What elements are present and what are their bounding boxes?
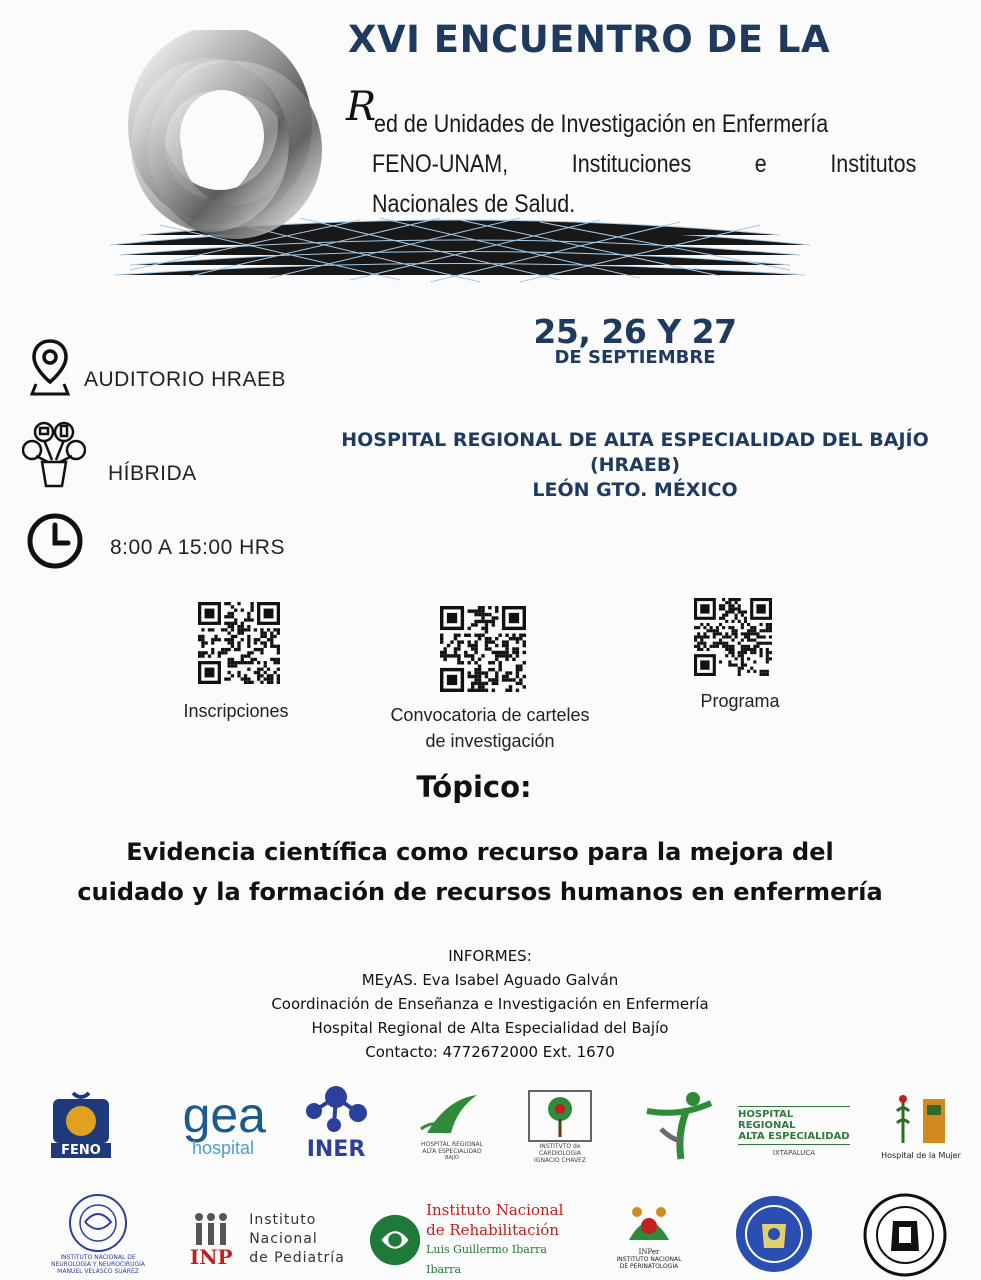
informes-heading: INFORMES: [448,947,532,965]
hospital-infantil-logo [862,1192,948,1278]
subtitle-line-2 [372,150,916,179]
clock-icon [26,512,84,570]
hospital-mujer-text: Hospital de la Mujer [881,1150,961,1160]
informes-block [150,944,830,1064]
event-month: DE SEPTIEMBRE [554,347,716,368]
hospital-infantil-seal-icon [863,1193,947,1277]
qr-code-programa[interactable] [694,598,772,676]
hraeb-line-1: HOSPITAL REGIONAL [420,1141,484,1148]
subtitle-word: e [754,150,767,178]
qr-code-convocatoria[interactable] [440,606,526,692]
inp-line-3: de Pediatría [249,1249,345,1266]
inper-line-1: INPer [638,1248,660,1256]
topic-line-1: Evidencia científica como recurso para la mejora del [126,838,834,866]
informes-contact: Contacto: 4772672000 Ext. 1670 [365,1043,615,1061]
hospital-seal-blue-icon [734,1194,814,1274]
subtitle-word: Instituciones [571,150,692,178]
neurologia-line-2: NEUROLOGÍA Y NEUROCIRUGÍA [50,1260,146,1268]
neurologia-logo [38,1188,158,1278]
hospital-mujer-logo [876,1084,966,1166]
qr-label-convocatoria-line-2: de investigación [425,731,555,751]
inper-logo [608,1194,690,1276]
topic-text [30,832,930,912]
rehabilitacion-emblem-icon [368,1212,422,1268]
rehabilitacion-line-3: Luis Guillermo Ibarra Ibarra [426,1243,547,1276]
cardiologia-line-1: INSTITVTO de CARDIOLOGIA [539,1142,581,1157]
hybrid-devices-icon [22,420,86,488]
ixtapaluca-line-2: ALTA ESPECIALIDAD [738,1131,849,1145]
qr-label-convocatoria-line-1: Convocatoria de carteles [390,705,590,725]
inper-emblem-icon [619,1200,679,1248]
hraeb-line-3: BAJÍO [445,1155,459,1161]
hours-label: 8:00 A 15:00 HRS [110,536,285,559]
inp-line-1: Instituto [249,1211,317,1228]
subtitle-line-3: Nacionales de Salud. [372,190,576,218]
inp-mark: INP [189,1245,233,1269]
event-dates [520,312,750,368]
venue-line-2: (HRAEB) [589,454,681,476]
mode-label: HÍBRIDA [108,462,197,485]
informes-name: MEyAS. Eva Isabel Aguado Galván [361,971,619,989]
qr-label-inscripciones: Inscripciones [183,701,289,721]
iner-molecule-icon [298,1083,374,1137]
gea-text: gea [182,1086,266,1143]
hraeb-line-2: ALTA ESPECIALIDAD [422,1148,482,1155]
informes-dept: Coordinación de Enseñanza e Investigación en Enfermería [271,995,709,1013]
neurologia-line-3: MANUEL VELASCO SUÁREZ [57,1267,139,1275]
inp-logo [182,1208,352,1270]
subtitle-word: FENO-UNAM, [372,150,509,178]
qr-label-programa: Programa [700,691,780,711]
person-leaf-icon [641,1089,721,1163]
event-days: 25, 26 Y 27 [533,312,737,351]
rehabilitacion-logo [368,1201,580,1276]
venue-line-3: LEÓN GTO. MÉXICO [532,479,738,501]
inp-line-2: Nacional [249,1230,318,1247]
ixtapaluca-line-3: IXTAPALUCA [772,1148,816,1157]
venue-line-1: HOSPITAL REGIONAL DE ALTA ESPECIALIDAD DEL BAJÍO [341,429,929,451]
mujer-emblem-icon [889,1091,953,1151]
ixtapaluca-logo [738,1106,850,1156]
cardiologia-line-2: IGNACIO CHAVEZ [534,1156,586,1164]
neurologia-line-1: INSTITUTO NACIONAL DE [60,1253,136,1261]
event-title: XVI ENCUENTRO DE LA [348,18,831,61]
inper-line-2: INSTITUTO NACIONAL [616,1256,682,1263]
qr-label-convocatoria [360,702,620,754]
cardiologia-logo [520,1082,600,1168]
location-label: AUDITORIO HRAEB [84,368,286,391]
subtitle-line-1: ed de Unidades de Investigación en Enfermería [374,110,829,138]
iner-text: INER [306,1136,366,1162]
feno-text: FENO [51,1143,111,1158]
feno-emblem-icon [51,1091,111,1143]
subtitle-word: Institutos [830,150,917,178]
inper-line-3: DE PERINATOLOGÍA [619,1263,679,1270]
topic-heading: Tópico: [416,770,532,804]
feno-logo [50,1088,112,1160]
rehabilitacion-line-2: de Rehabilitación [426,1221,559,1239]
informes-hospital: Hospital Regional de Alta Especialidad del Bajío [311,1019,669,1037]
venue-block [300,428,970,503]
neurologia-seal-icon [63,1192,133,1254]
ixtapaluca-figure-logo [640,1088,722,1164]
qr-code-inscripciones[interactable] [198,602,280,684]
title-initial: R [346,84,377,130]
iner-logo [296,1082,376,1162]
hraeb-leaf-icon [417,1089,487,1141]
cardiologia-tree-icon [525,1087,595,1143]
ixtapaluca-line-1: HOSPITAL REGIONAL [738,1106,850,1131]
inp-figures-icon [189,1211,233,1247]
hraeb-logo [414,1082,490,1168]
topic-line-2: cuidado y la formación de recursos humanos en enfermería [77,878,883,906]
gea-hospital-logo [146,1086,266,1160]
gea-sub-text: hospital [191,1137,254,1158]
location-pin-icon [30,338,70,396]
rehabilitacion-line-1: Instituto Nacional [426,1201,564,1219]
